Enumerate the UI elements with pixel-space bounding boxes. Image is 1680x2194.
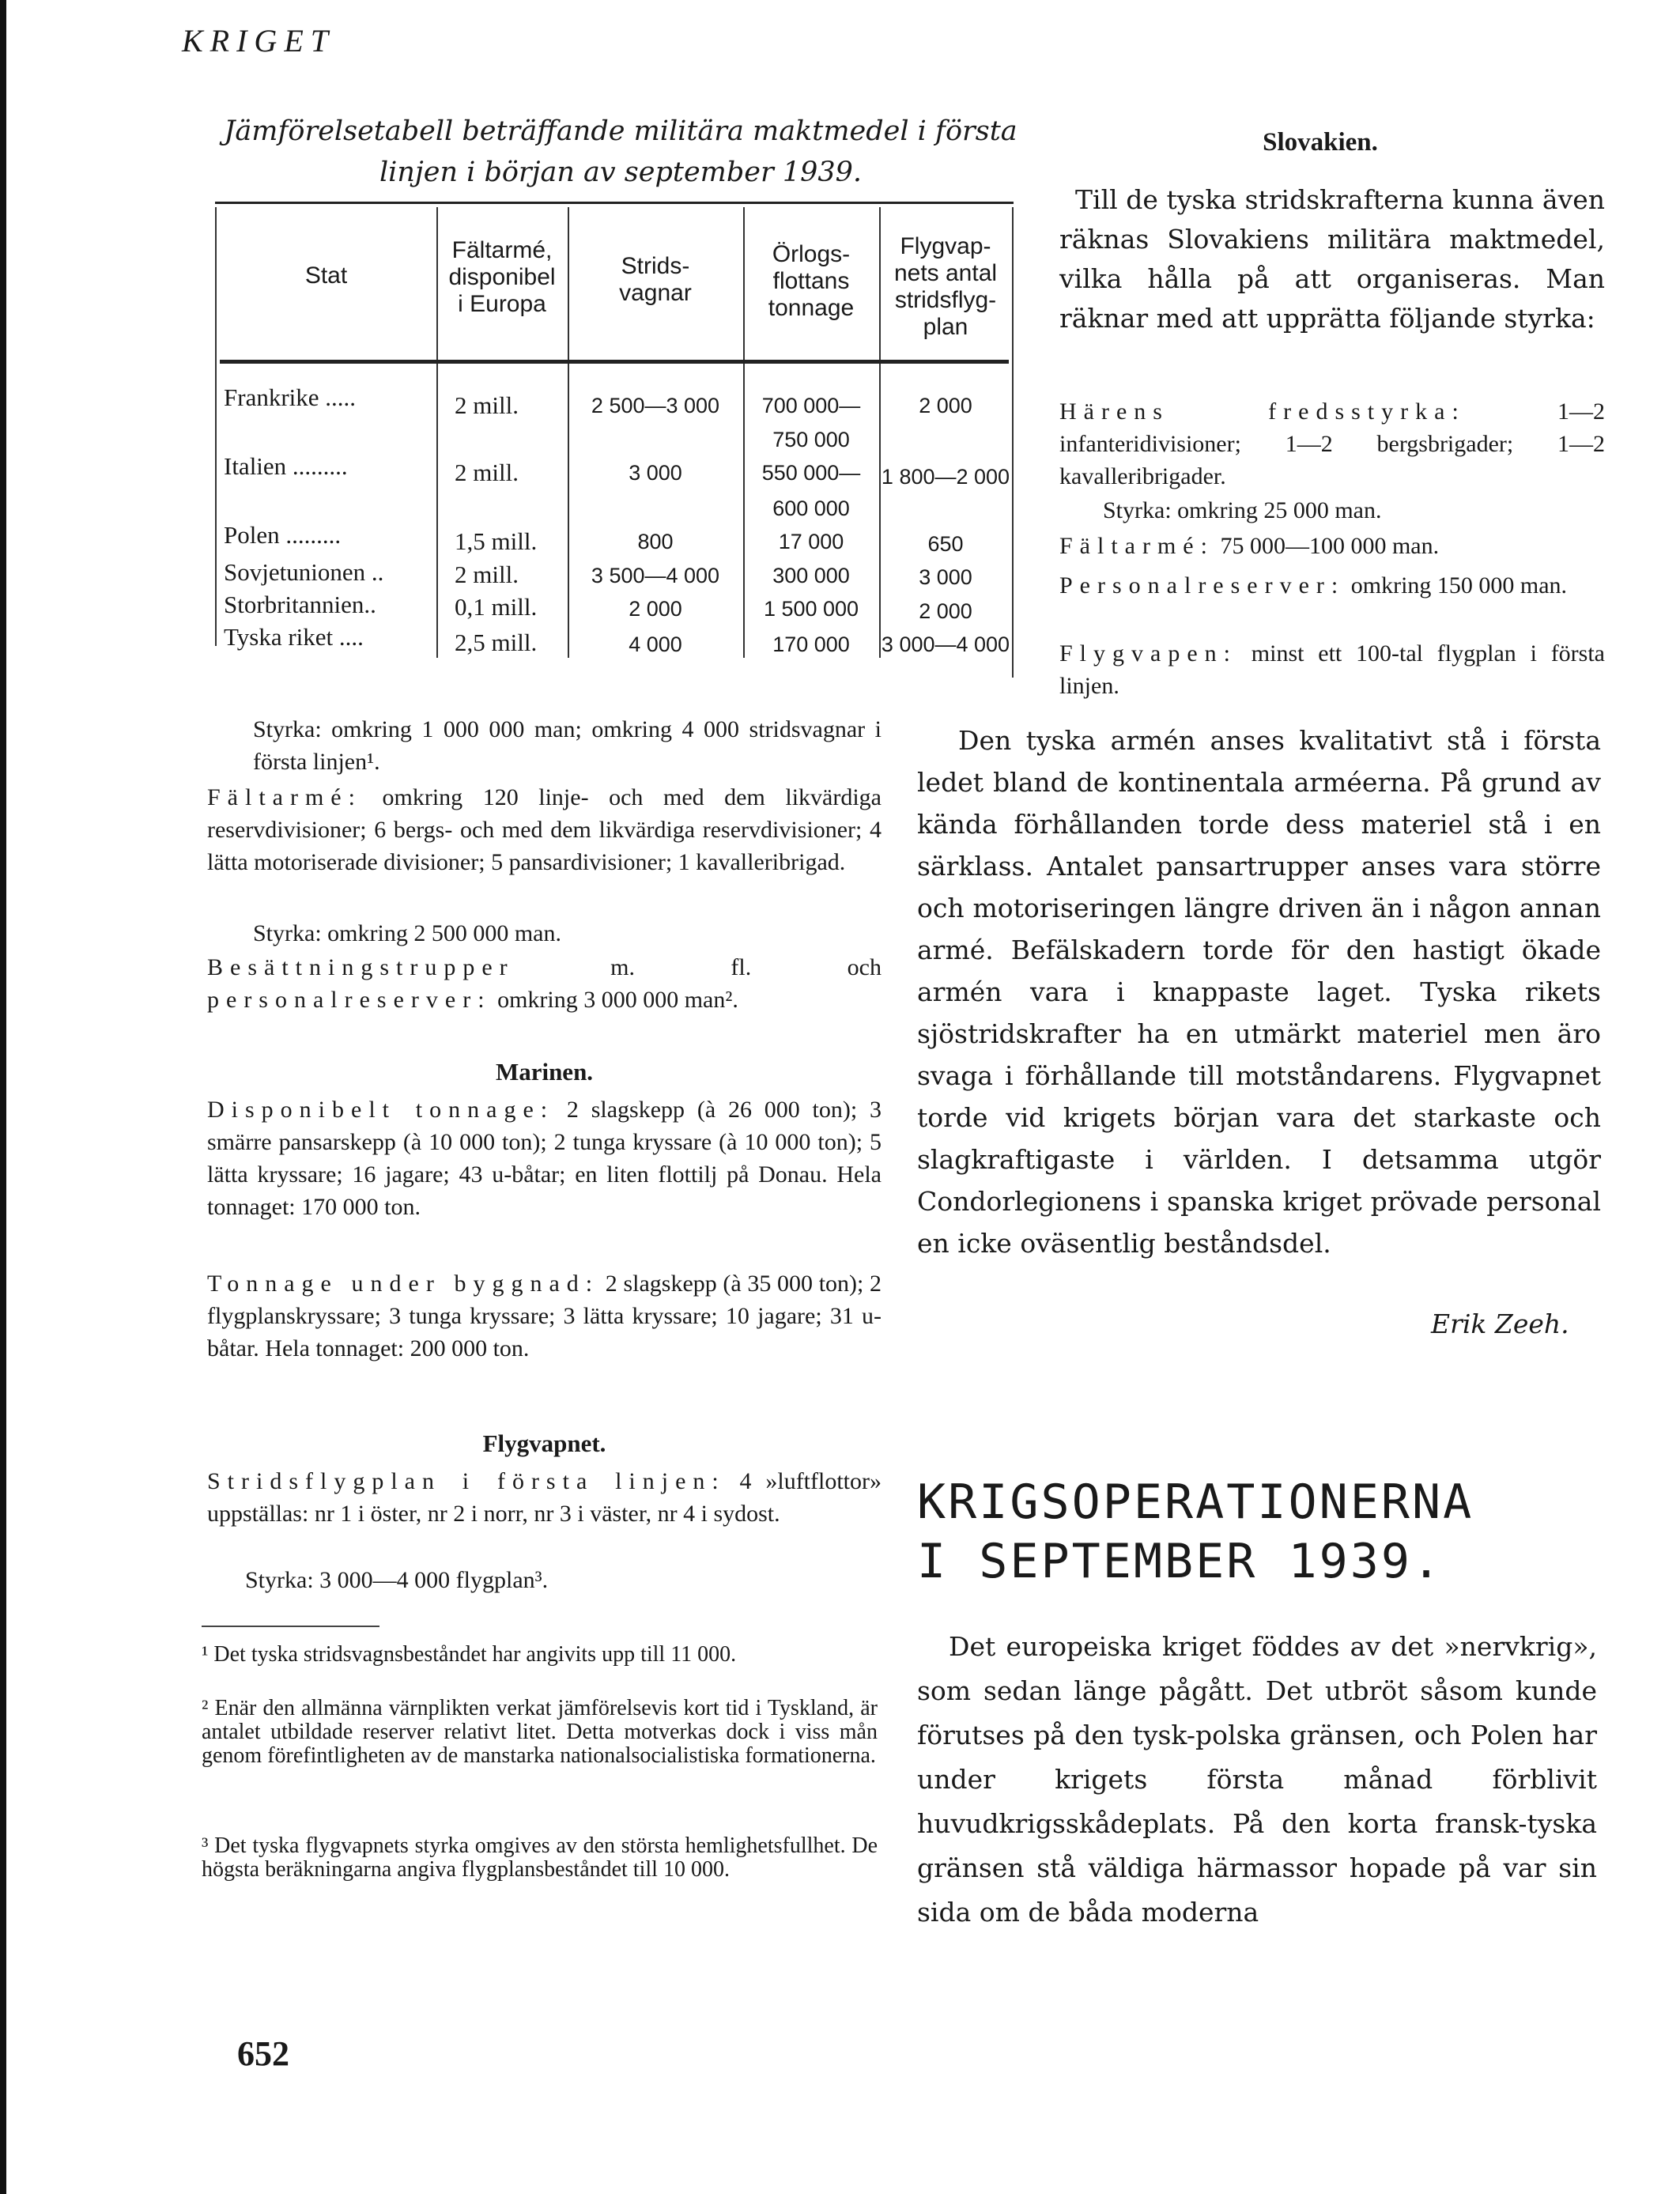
- stridsflygplan-label: Stridsflygplan i första linjen:: [207, 1468, 726, 1494]
- styrka2-paragraph: Styrka: omkring 2 500 000 man.: [253, 920, 561, 946]
- harens-paragraph: [1059, 395, 1605, 493]
- cell-flyg: 3 000: [919, 565, 972, 589]
- cell-stat: Italien .........: [224, 452, 348, 480]
- besattning-text: omkring 3 000 000 man².: [497, 987, 738, 1013]
- header-faltarme: [436, 237, 568, 318]
- header-text: Örlogs-: [772, 241, 851, 267]
- harens-text: 1—2 infanteridivisioner; 1—2 bergsbrigader; 1—2 kavalleribrigader.: [1059, 398, 1605, 489]
- besattning-label: Besättningstrupper: [207, 954, 515, 980]
- cell-orlogs: 550 000—: [761, 461, 861, 485]
- header-text: i Europa: [458, 291, 546, 317]
- cell-orlogs: 750 000: [772, 428, 850, 451]
- footnote-2: ² Enär den allmänna värnplikten verkat jämförelsevis kort tid i Tyskland, är antalet utbildade reserver relativt litet. Detta motverkas dock i viss mån genom förefintligheten av de manstarka nationalsocialistiska formationerna.: [202, 1696, 878, 1768]
- slovakien-paragraph: Till de tyska stridskrafterna kunna även räknas Slovakiens militära maktmedel, vilka hålla på att organiseras. Man räknar med att upprätta följande styrka:: [1059, 184, 1605, 334]
- disponibelt-text: 2 slagskepp (à 26 000 ton); 3 smärre pansarskepp (à 10 000 ton); 2 tunga kryssare (à 10 000 ton); 5 lätta kryssare; 16 jagare; 43 u-båtar; en liten flottilj på Donau. Hela tonnaget: 170 000 ton.: [207, 1097, 882, 1220]
- slovakien-heading: Slovakien.: [1263, 128, 1378, 157]
- styrka-paragraph: Styrka: omkring 1 000 000 man; omkring 4 000 stridsvagnar i första linjen¹.: [253, 716, 882, 775]
- cell-stat: Tyska riket ....: [224, 623, 364, 651]
- scan-edge: [0, 0, 6, 2194]
- harens-label: Härens fredsstyrka:: [1059, 398, 1466, 425]
- tonnage-paragraph: [207, 1267, 882, 1365]
- header-stat: Stat: [304, 262, 348, 289]
- header-text: Strids-: [621, 253, 690, 279]
- header-text: flottans: [772, 268, 850, 294]
- disponibelt-paragraph: [207, 1093, 882, 1223]
- header-flyg: [879, 233, 1012, 341]
- cell-strids: 2 500—3 000: [591, 394, 720, 417]
- cell-flyg: 3 000—4 000: [881, 633, 1010, 656]
- cell-orlogs: 170 000: [772, 633, 850, 656]
- flygvapnet-heading: Flygvapnet.: [482, 1429, 606, 1457]
- table-top-rule: [215, 202, 1014, 204]
- personal-slovakien: [1059, 569, 1605, 602]
- author-signature: Erik Zeeh.: [1431, 1308, 1569, 1339]
- section-heading-line2: I SEPTEMBER 1939.: [917, 1534, 1444, 1589]
- table-title: [202, 111, 1040, 193]
- besattning-mid: m. fl. och: [610, 954, 882, 980]
- cell-orlogs: 700 000—: [761, 394, 861, 417]
- cell-orlogs: 300 000: [772, 564, 850, 587]
- table-header-rule: [220, 360, 1009, 364]
- cell-strids: 4 000: [629, 633, 682, 656]
- header-text: nets antal: [893, 260, 998, 286]
- header-text: plan: [923, 314, 968, 340]
- running-head: KRIGET: [182, 23, 335, 59]
- tonnage-text: 2 slagskepp (à 35 000 ton); 2 flygplanskryssare; 3 tunga kryssare; 3 lätta kryssare; 10 jagare; 31 u-båtar. Hela tonnaget: 200 000 ton.: [207, 1271, 882, 1361]
- cell-flyg: 650: [927, 532, 964, 556]
- flygvapen-s-label: Flygvapen:: [1059, 640, 1237, 667]
- cell-flyg: 2 000: [919, 599, 972, 623]
- table-title-line1: Jämförelsetabell beträffande militära maktmedel i första: [224, 115, 1017, 147]
- header-text: vagnar: [619, 280, 692, 306]
- header-text: Flygvap-: [900, 233, 991, 259]
- cell-strids: 2 000: [629, 597, 682, 621]
- section-heading-line1: KRIGSOPERATIONERNA: [917, 1475, 1474, 1530]
- footnote-rule: [202, 1626, 379, 1627]
- header-text: Fältarmé,: [451, 237, 553, 263]
- header-text: disponibel: [448, 264, 556, 290]
- footnote-3: ³ Det tyska flygvapnets styrka omgives av den största hemlighetsfullhet. De högsta beräkningarna angiva flygplansbeståndet till 10 000.: [202, 1833, 878, 1882]
- stridsflygplan-text: 4 »luftflottor» uppställas: nr 1 i öster, nr 2 i norr, nr 3 i väster, nr 4 i sydost.: [207, 1468, 882, 1527]
- personal-s-label: Personalreserver:: [1059, 572, 1346, 599]
- faltarme-label: Fältarmé:: [207, 784, 362, 810]
- header-text: tonnage: [768, 295, 855, 321]
- cell-orlogs: 17 000: [778, 530, 844, 553]
- header-text: stridsflyg-: [894, 287, 997, 313]
- cell-faltarme: 0,1 mill.: [455, 593, 538, 621]
- table-vline: [215, 207, 217, 646]
- cell-faltarme: 2 mill.: [455, 561, 519, 588]
- cell-stat: Storbritannien..: [224, 591, 376, 618]
- flygvapen-s-text: minst ett 100-tal flygplan i första linjen.: [1059, 640, 1605, 699]
- styrka3-paragraph: Styrka: 3 000—4 000 flygplan³.: [245, 1567, 549, 1593]
- cell-strids: 3 000: [629, 461, 682, 485]
- cell-faltarme: 1,5 mill.: [455, 527, 538, 555]
- faltarme-paragraph: [207, 781, 882, 878]
- cell-faltarme: 2 mill.: [455, 459, 519, 486]
- faltarme-s-label: Fältarmé:: [1059, 533, 1214, 559]
- tonnage-label: Tonnage under byggnad:: [207, 1271, 600, 1297]
- header-stridsvagnar: [568, 253, 743, 307]
- marinen-heading: Marinen.: [495, 1058, 594, 1086]
- cell-stat: Polen .........: [224, 521, 342, 549]
- cell-faltarme: 2 mill.: [455, 391, 519, 419]
- personal-label: personalreserver:: [207, 987, 492, 1013]
- cell-strids: 800: [637, 530, 674, 553]
- analysis-paragraph: Den tyska armén anses kvalitativt stå i första ledet bland de kontinentala arméerna. På grund av kända förhållanden torde dess materiel stå i en särklass. Antalet pansartrupper anses vara större och motoriseringen längre driven än i någon annan armé. Befälskadern torde för den hastigt ökade armén vara i knappaste laget. Tyska rikets sjöstridskrafter ha en utmärkt materiel men äro svaga i förhållande till motståndarens. Flygvapnet torde vid krigets början vara det starkaste och slagkraftigaste i världen. I detsamma utgör Condorlegionens i spanska kriget prövade personal en icke oväsentlig beståndsdel.: [917, 725, 1601, 1259]
- disponibelt-label: Disponibelt tonnage:: [207, 1097, 555, 1123]
- styrka-slovakien: Styrka: omkring 25 000 man.: [1103, 497, 1382, 523]
- cell-stat: Frankrike .....: [224, 383, 357, 411]
- table-title-line2: linjen i början av september 1939.: [379, 157, 863, 188]
- stridsflygplan-paragraph: [207, 1465, 882, 1530]
- faltarme-slovakien: [1059, 530, 1605, 562]
- cell-strids: 3 500—4 000: [591, 564, 720, 587]
- table-vline: [1012, 207, 1014, 678]
- footnote-1: ¹ Det tyska stridsvagnsbeståndet har angivits upp till 11 000.: [202, 1642, 737, 1667]
- header-orlogs: [743, 241, 879, 322]
- besattning-paragraph: [207, 951, 882, 1016]
- cell-flyg: 2 000: [919, 394, 972, 417]
- faltarme-s-text: 75 000—100 000 man.: [1220, 533, 1440, 559]
- faltarme-text: omkring 120 linje- och med dem likvärdiga reservdivisioner; 6 bergs- och med dem likvärdiga reservdivisioner; 4 lätta motoriserade divisioner; 5 pansardivisioner; 1 kavalleribrigad.: [207, 784, 882, 875]
- personal-s-text: omkring 150 000 man.: [1350, 572, 1568, 599]
- article-paragraph: Det europeiska kriget föddes av det »nervkrig», som sedan länge pågått. Det utbröt såsom kunde förutses på den tysk-polska gränsen, och Polen har under krigets första månad förblivit huvudkrigsskådeplats. På den korta fransk-tyska gränsen stå väldiga härmassor hopade på var sin sida om de båda moderna: [917, 1631, 1597, 1928]
- cell-flyg: 1 800—2 000: [881, 465, 1010, 489]
- cell-stat: Sovjetunionen ..: [224, 558, 384, 586]
- cell-orlogs: 600 000: [772, 497, 850, 520]
- cell-faltarme: 2,5 mill.: [455, 629, 538, 656]
- cell-orlogs: 1 500 000: [763, 597, 859, 621]
- flygvapen-slovakien: [1059, 637, 1605, 702]
- page-number: 652: [237, 2034, 289, 2073]
